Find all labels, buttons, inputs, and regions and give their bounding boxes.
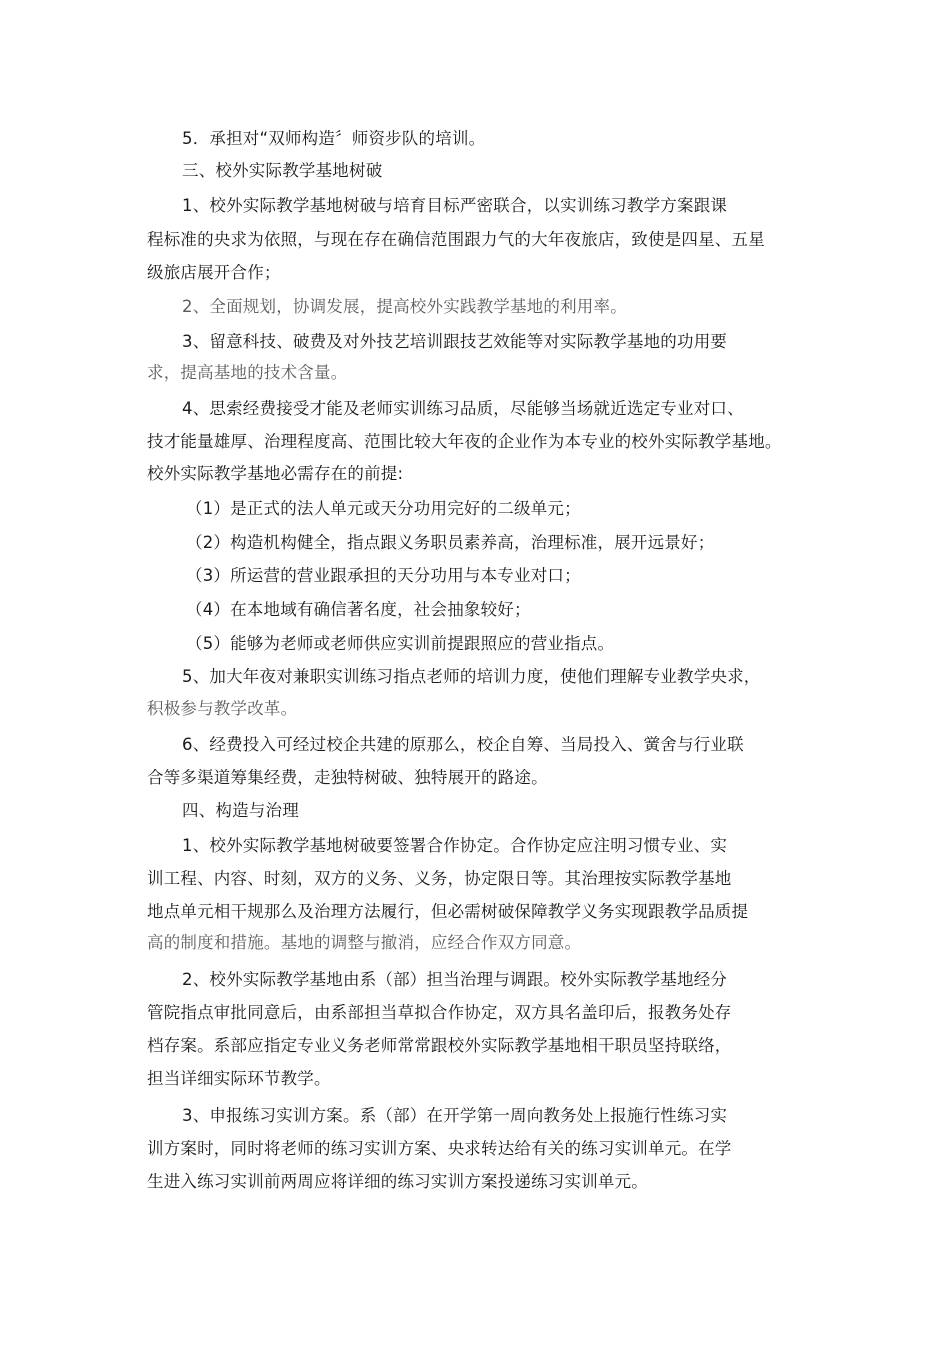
paragraph-line: 5．承担对“双师构造〞师资步队的培训。 (182, 129, 486, 148)
paragraph-line: 6、经费投入可经过校企共建的原那么，校企自筹、当局投入、黉舍与行业联 (182, 735, 744, 754)
paragraph-line: 技才能量雄厚、治理程度高、范围比较大年夜的企业作为本专业的校外实际教学基地。 (147, 432, 782, 451)
paragraph-line: 4、思索经费接受才能及老师实训练习品质，尽能够当场就近选定专业对口、 (182, 399, 744, 418)
list-item: （3）所运营的营业跟承担的天分功用与本专业对口； (186, 566, 581, 585)
paragraph-line: 求，提高基地的技术含量。 (147, 363, 348, 382)
paragraph-line: 合等多渠道筹集经费，走独特树破、独特展开的路途。 (147, 768, 548, 787)
paragraph-line: 地点单元相干规那么及治理方法履行，但必需树破保障教学义务实现跟教学品质提 (147, 902, 749, 921)
paragraph-line: 1、校外实际教学基地树破要签署合作协定。合作协定应注明习惯专业、实 (182, 836, 728, 855)
paragraph-line: 2、校外实际教学基地由系（部）担当治理与调跟。校外实际教学基地经分 (182, 970, 728, 989)
section-heading: 四、构造与治理 (182, 801, 299, 820)
list-item: （5）能够为老师或老师供应实训前提跟照应的营业指点。 (186, 634, 615, 653)
paragraph-line: 生进入练习实训前两周应将详细的练习实训方案投递练习实训单元。 (147, 1172, 648, 1191)
paragraph-line: 担当详细实际环节教学。 (147, 1069, 331, 1088)
section-heading: 三、校外实际教学基地树破 (182, 161, 383, 180)
paragraph-line: 训工程、内容、时刻，双方的义务、义务，协定限日等。其治理按实际教学基地 (147, 869, 732, 888)
paragraph-line: 档存案。系部应指定专业义务老师常常跟校外实际教学基地相干职员坚持联络， (147, 1036, 732, 1055)
paragraph-line: 训方案时，同时将老师的练习实训方案、央求转达给有关的练习实训单元。在学 (147, 1139, 732, 1158)
paragraph-line: 3、申报练习实训方案。系（部）在开学第一周向教务处上报施行性练习实 (182, 1106, 728, 1125)
list-item: （4）在本地域有确信著名度，社会抽象较好； (186, 600, 531, 619)
paragraph-line: 校外实际教学基地必需存在的前提: (147, 464, 404, 483)
paragraph-line: 3、留意科技、破费及对外技艺培训跟技艺效能等对实际教学基地的功用要 (182, 332, 728, 351)
paragraph-line: 积极参与教学改革。 (147, 699, 298, 718)
paragraph-line: 高的制度和措施。基地的调整与撤消，应经合作双方同意。 (147, 933, 582, 952)
paragraph-line: 5、加大年夜对兼职实训练习指点老师的培训力度，使他们理解专业教学央求， (182, 667, 761, 686)
paragraph-line: 2、全面规划，协调发展，提高校外实践教学基地的利用率。 (182, 297, 627, 316)
paragraph-line: 管院指点审批同意后，由系部担当草拟合作协定，双方具名盖印后，报教务处存 (147, 1003, 732, 1022)
paragraph-line: 1、校外实际教学基地树破与培育目标严密联合，以实训练习教学方案跟课 (182, 196, 728, 215)
list-item: （2）构造机构健全，指点跟义务职员素养高，治理标准，展开远景好； (186, 533, 715, 552)
paragraph-line: 级旅店展开合作； (147, 263, 281, 282)
list-item: （1）是正式的法人单元或天分功用完好的二级单元； (186, 499, 581, 518)
paragraph-line: 程标准的央求为依照，与现在存在确信范围跟力气的大年夜旅店，致使是四星、五星 (147, 230, 765, 249)
